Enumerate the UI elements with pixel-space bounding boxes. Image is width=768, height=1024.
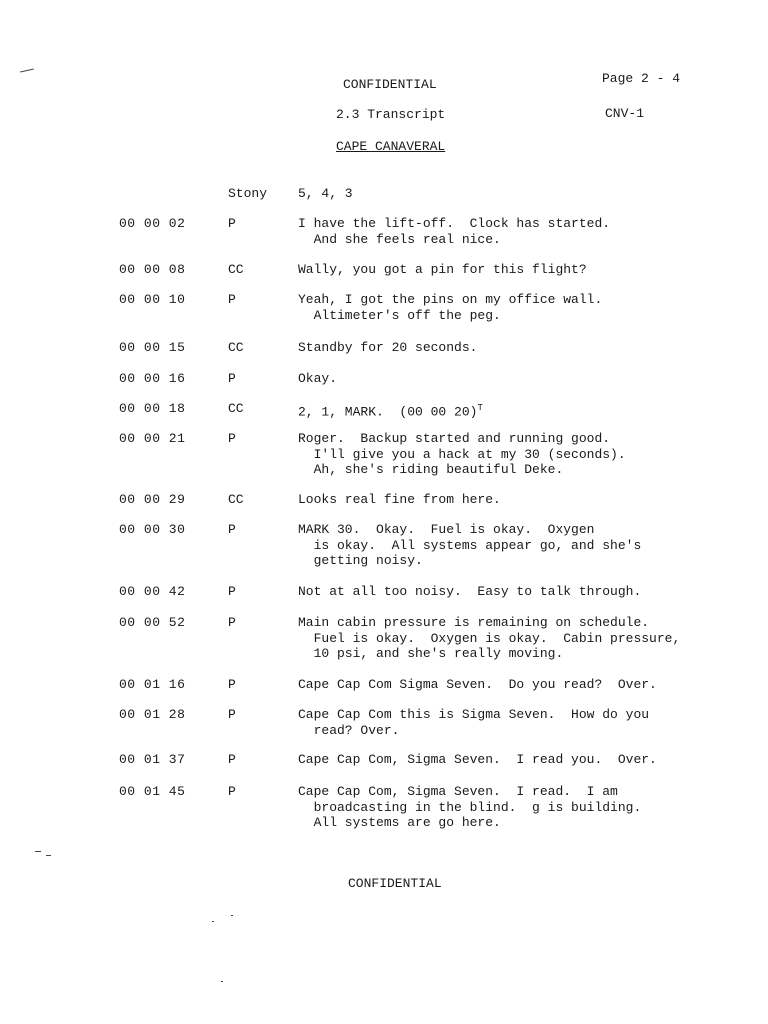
utterance: MARK 30. Okay. Fuel is okay. Oxygen is okay. All systems appear go, and she's getting noisy. [298, 522, 642, 568]
utterance-text: 2, 1, MARK. (00 00 20) [298, 404, 478, 420]
speaker: P [228, 707, 236, 722]
timestamp: 00 01 45 [119, 784, 186, 799]
speaker: P [228, 292, 236, 307]
timestamp: 00 01 16 [119, 677, 186, 692]
time-superscript: T [477, 403, 483, 413]
timestamp: 00 00 08 [119, 262, 186, 277]
utterance: 5, 4, 3 [298, 186, 353, 201]
timestamp: 00 00 42 [119, 584, 186, 599]
timestamp: 00 00 02 [119, 216, 186, 231]
utterance: Cape Cap Com, Sigma Seven. I read you. Over. [298, 752, 657, 767]
timestamp: 00 00 10 [119, 292, 186, 307]
utterance: Yeah, I got the pins on my office wall. Altimeter's off the peg. [298, 292, 603, 323]
classification-header: CONFIDENTIAL [343, 77, 437, 92]
timestamp: 00 00 18 [119, 401, 186, 416]
section-title: 2.3 Transcript [336, 107, 446, 122]
speaker: CC [228, 492, 244, 507]
speaker: P [228, 677, 236, 692]
timestamp: 00 00 30 [119, 522, 186, 537]
speaker: P [228, 784, 236, 799]
scan-mark [231, 915, 233, 916]
scan-mark [221, 981, 223, 982]
speaker: Stony [228, 186, 268, 201]
speaker: P [228, 431, 236, 446]
timestamp: 00 00 15 [119, 340, 186, 355]
utterance: Main cabin pressure is remaining on schedule. Fuel is okay. Oxygen is okay. Cabin pressure, 10 psi, and she's really moving. [298, 615, 681, 661]
page-number: Page 2 - 4 [602, 71, 681, 86]
scan-mark [46, 855, 51, 856]
speaker: P [228, 522, 236, 537]
timestamp: 00 01 37 [119, 752, 186, 767]
classification-footer: CONFIDENTIAL [348, 876, 442, 891]
scan-mark [35, 851, 41, 852]
scan-mark [20, 69, 34, 73]
utterance: Cape Cap Com Sigma Seven. Do you read? Over. [298, 677, 657, 692]
timestamp: 00 01 28 [119, 707, 186, 722]
location-heading: CAPE CANAVERAL [336, 139, 446, 154]
timestamp: 00 00 29 [119, 492, 186, 507]
speaker: P [228, 584, 236, 599]
utterance: Not at all too noisy. Easy to talk through. [298, 584, 642, 599]
timestamp: 00 00 16 [119, 371, 186, 386]
utterance: Okay. [298, 371, 338, 386]
speaker: P [228, 371, 236, 386]
scan-mark [212, 921, 214, 922]
utterance: I have the lift-off. Clock has started. And she feels real nice. [298, 216, 611, 247]
utterance: Cape Cap Com this is Sigma Seven. How do you read? Over. [298, 707, 650, 738]
utterance: Looks real fine from here. [298, 492, 501, 507]
utterance: Standby for 20 seconds. [298, 340, 478, 355]
utterance [298, 401, 483, 420]
utterance: Wally, you got a pin for this flight? [298, 262, 587, 277]
speaker: P [228, 216, 236, 231]
timestamp: 00 00 52 [119, 615, 186, 630]
utterance: Roger. Backup started and running good. I'll give you a hack at my 30 (seconds). Ah, she's riding beautiful Deke. [298, 431, 626, 477]
speaker: CC [228, 262, 244, 277]
utterance: Cape Cap Com, Sigma Seven. I read. I am broadcasting in the blind. g is building. All systems are go here. [298, 784, 642, 830]
mission-code: CNV-1 [605, 106, 645, 121]
speaker: P [228, 615, 236, 630]
timestamp: 00 00 21 [119, 431, 186, 446]
speaker: CC [228, 401, 244, 416]
speaker: CC [228, 340, 244, 355]
speaker: P [228, 752, 236, 767]
